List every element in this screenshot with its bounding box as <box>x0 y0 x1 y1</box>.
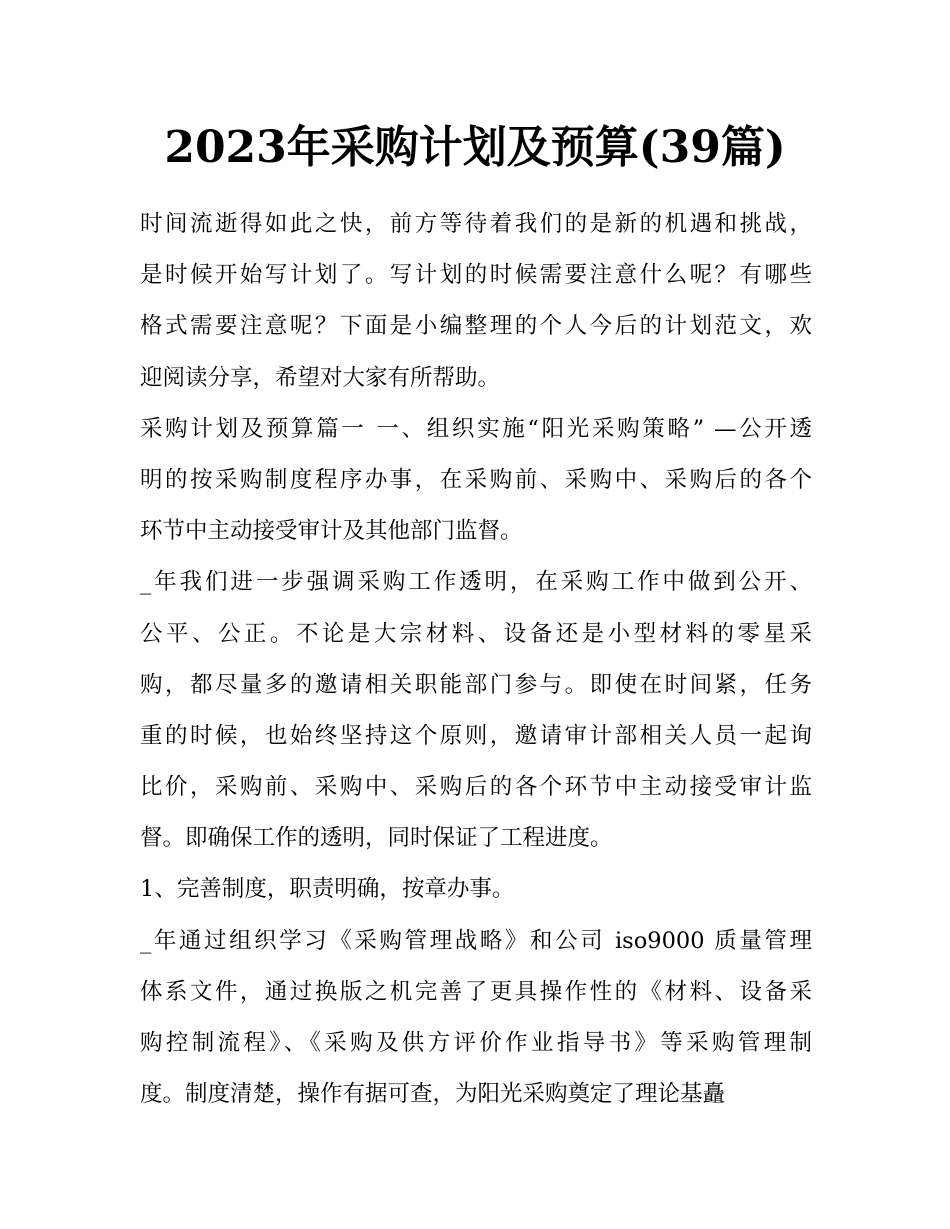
body-line: 度。制度清楚，操作有据可查，为阳光采购奠定了理论基矗 <box>140 1081 726 1108</box>
body-line: 1、完善制度，职责明确，按章办事。 <box>140 876 515 903</box>
body-line: 督。即确保工作的透明，同时保证了工程进度。 <box>140 825 613 852</box>
body-line: 购控制流程》、《采购及供方评价作业指导书》等采购管理制 <box>140 1030 812 1056</box>
body-line: 是时候开始写计划了。写计划的时候需要注意什么呢？有哪些 <box>140 262 812 289</box>
body-line: 体系文件，通过换版之机完善了更具操作性的《材料、设备采 <box>140 978 812 1005</box>
document-title: 2023年采购计划及预算(39篇) <box>164 122 786 173</box>
body-line: 环节中主动接受审计及其他部门监督。 <box>140 518 523 545</box>
document-body <box>140 199 812 1120</box>
body-line: 购，都尽量多的邀请相关职能部门参与。即使在时间紧，任务 <box>140 671 812 698</box>
body-line: 格式需要注意呢？下面是小编整理的个人今后的计划范文，欢 <box>140 313 812 340</box>
body-line: 比价，采购前、采购中、采购后的各个环节中主动接受审计监 <box>140 774 812 801</box>
body-line: 重的时候，也始终坚持这个原则，邀请审计部相关人员一起询 <box>140 722 812 749</box>
body-line: 时间流逝得如此之快，前方等待着我们的是新的机遇和挑战， <box>140 211 812 237</box>
body-line: _年通过组织学习《采购管理战略》和公司 iso9000 质量管理 <box>140 927 812 954</box>
body-line: 迎阅读分享，希望对大家有所帮助。 <box>140 364 501 391</box>
body-line: 明的按采购制度程序办事，在采购前、采购中、采购后的各个 <box>140 466 812 493</box>
body-line: _年我们进一步强调采购工作透明，在采购工作中做到公开、 <box>140 569 812 596</box>
body-line: 采购计划及预算篇一 一、组织实施“阳光采购策略” —公开透 <box>140 415 812 442</box>
body-line: 公平、公正。不论是大宗材料、设备还是小型材料的零星采 <box>140 620 812 647</box>
